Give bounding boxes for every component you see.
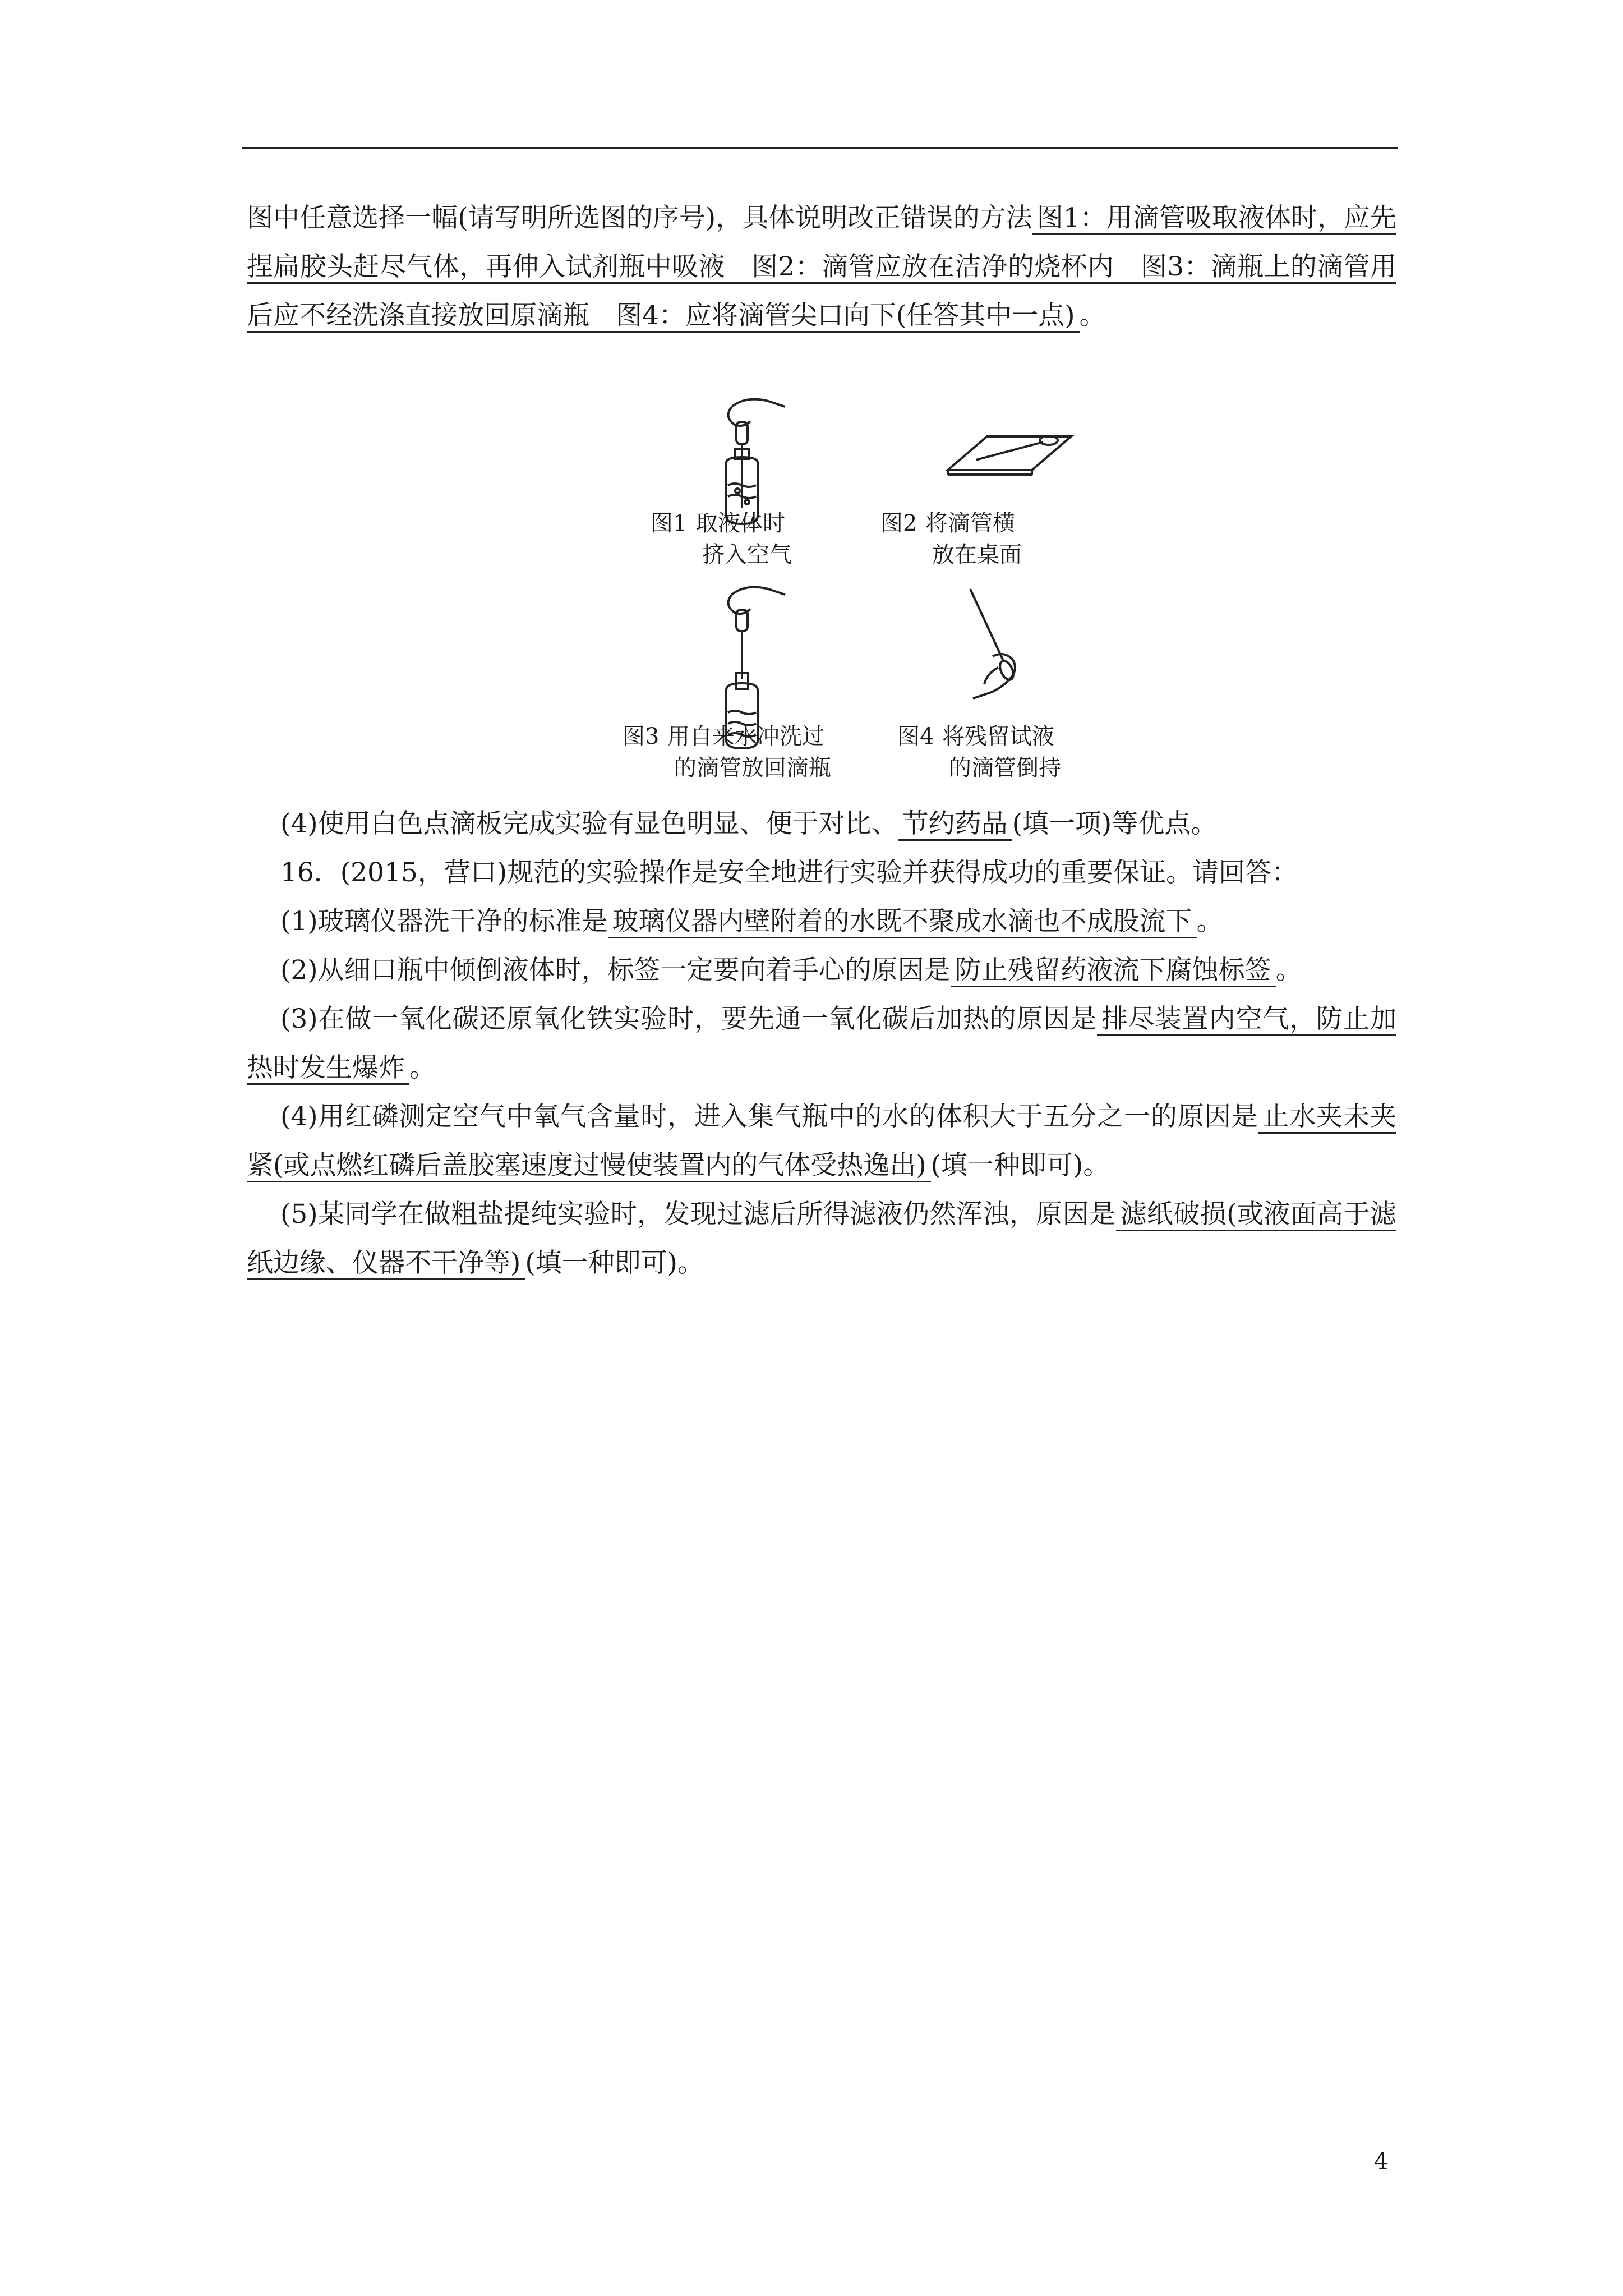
q4-answer: 节约药品 bbox=[898, 808, 1012, 841]
header-rule bbox=[242, 147, 1398, 149]
fig2-number: 图2 bbox=[880, 510, 917, 536]
fig2-desk-drawing bbox=[948, 436, 1071, 475]
q4-suffix: (填一项)等优点。 bbox=[1012, 808, 1218, 839]
q16-stem: 16．(2015，营口)规范的实验操作是安全地进行实验并获得成功的重要保证。请回答： bbox=[280, 857, 1298, 888]
page-number: 4 bbox=[1374, 2148, 1389, 2174]
fig3-caption bbox=[623, 721, 831, 784]
q16-item-5-prefix: (5)某同学在做粗盐提纯实验时，发现过滤后所得滤液仍然浑浊，原因是 bbox=[280, 1199, 1116, 1230]
q16-item-5 bbox=[247, 1190, 1396, 1287]
q16-item-1-prefix: (1)玻璃仪器洗干净的标准是 bbox=[280, 906, 608, 937]
q16-item-1-answer: 玻璃仪器内壁附着的水既不聚成水滴也不成股流下 bbox=[608, 906, 1197, 938]
fig2-caption bbox=[880, 508, 1022, 570]
fig1-number: 图1 bbox=[651, 510, 688, 536]
fig1-line2: 挤入空气 bbox=[702, 542, 792, 568]
fig2-line2: 放在桌面 bbox=[932, 542, 1022, 568]
q16-item-3-prefix: (3)在做一氧化碳还原氧化铁实验时，要先通一氧化碳后加热的原因是 bbox=[280, 1004, 1098, 1034]
intro-paragraph bbox=[247, 194, 1396, 340]
q16-item-5-suffix: (填一种即可)。 bbox=[525, 1248, 704, 1278]
q16-item-2-suffix: 。 bbox=[1275, 955, 1302, 986]
intro-answer: 图1：用滴管吸取液体时，应先捏扁胶头赶尽气体，再伸入试剂瓶中吸液 图2：滴管应放在洁净的烧杯内 图3：滴瓶上的滴管用后应不经洗涤直接放回原滴瓶 图4：应将滴管尖口向下(任答其中一点) bbox=[247, 203, 1396, 333]
intro-prefix: 图中任意选择一幅(请写明所选图的序号)，具体说明改正错误的方法 bbox=[247, 203, 1032, 233]
q16-item-4 bbox=[247, 1092, 1396, 1190]
fig3-line2: 的滴管放回滴瓶 bbox=[674, 755, 831, 781]
q16-item-1-suffix: 。 bbox=[1196, 906, 1223, 937]
q4-paragraph bbox=[247, 799, 1396, 848]
fig1-line1: 取液体时 bbox=[695, 510, 785, 536]
q16-item-4-prefix: (4)用红磷测定空气中氧气含量时，进入集气瓶中的水的体积大于五分之一的原因是 bbox=[280, 1101, 1258, 1132]
fig2-line1: 将滴管横 bbox=[925, 510, 1015, 536]
fig1-bottle-drawing bbox=[726, 399, 785, 524]
q16-item-3-suffix: 。 bbox=[409, 1052, 436, 1083]
fig4-caption bbox=[897, 721, 1061, 784]
fig3-line1: 用自来水冲洗过 bbox=[667, 724, 824, 749]
fig4-line2: 的滴管倒持 bbox=[949, 755, 1061, 781]
q16-item-5-answer: 滤纸破损(或液面高于滤纸边缘、仪器不干净等) bbox=[247, 1199, 1396, 1280]
q16-item-2-answer: 防止残留药液流下腐蚀标签 bbox=[951, 955, 1276, 987]
fig4-hand-drawing bbox=[970, 589, 1016, 698]
q16-item-3-answer: 排尽装置内空气，防止加热时发生爆炸 bbox=[247, 1004, 1396, 1085]
questions-block bbox=[247, 799, 1396, 1287]
q16-item-3 bbox=[247, 995, 1396, 1092]
intro-suffix: 。 bbox=[1079, 300, 1106, 331]
q16-item-2 bbox=[247, 946, 1396, 995]
q16-item-4-suffix: (填一种即可)。 bbox=[930, 1150, 1110, 1181]
fig4-number: 图4 bbox=[897, 724, 934, 749]
q16-item-4-answer: 止水夹未夹紧(或点燃红磷后盖胶塞速度过慢使装置内的气体受热逸出) bbox=[247, 1101, 1396, 1182]
dropper-figures bbox=[611, 387, 1116, 791]
fig3-number: 图3 bbox=[623, 724, 660, 749]
q16-item-1 bbox=[247, 897, 1396, 946]
fig1-caption bbox=[651, 508, 792, 570]
q4-prefix: (4)使用白色点滴板完成实验有显色明显、便于对比、 bbox=[280, 808, 898, 839]
fig4-line1: 将残留试液 bbox=[942, 724, 1054, 749]
q16-item-2-prefix: (2)从细口瓶中倾倒液体时，标签一定要向着手心的原因是 bbox=[280, 955, 951, 986]
